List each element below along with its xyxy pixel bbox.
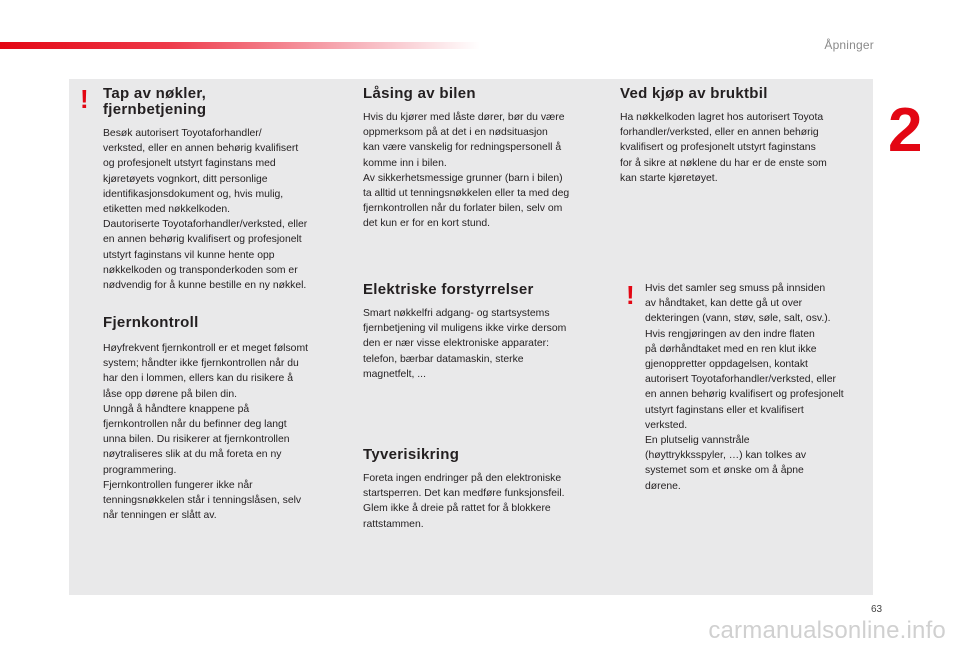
remote-text: Høyfrekvent fjernkontroll er et meget følsomt system; håndter ikke fjernkontrollen når du har den i lommen, ellers kan du risikere å låse opp dørene på bilen din. Unngå å håndtere knappene på fjernkontrollen når du befinner deg langt unna bilen. Du risikerer at fjernkontrollen nøytraliseres slik at du må foreta en ny programmering. Fjernkontrollen fungerer ikke når tenningsnøkkelen står i tenningslåsen, selv når tenningen er slått av.	[103, 343, 308, 522]
header-accent-bar	[0, 42, 480, 49]
dirt-warning-section	[645, 281, 870, 494]
dirt-warning-text: Hvis det samler seg smuss på innsiden av håndtaket, kan dette gå ut over dekteringen (vann, støv, søle, salt, osv.). Hvis rengjøringen av den indre flaten på dørhåndtaket med en ren klut ikke gjenoppretter oppdagelsen, kontakt autorisert Toyotaforhandler/verksted, eller en annen behørig kvalifisert og profesjonelt utstyrt faginstans eller et kvalifisert verksted. En plutselig vannstråle (høyttrykksspyler, …) kan tolkes av systemet som et ønske om å åpne dørene.	[645, 283, 844, 492]
lost-keys-text: Besøk autorisert Toyotaforhandler/ verksted, eller en annen behørig kvalifisert og profesjonelt utstyrt faginstans med kjøretøyets vognkort, ditt personlige identifikasjonsdokument og, hvis mulig, etiketten med nøkkelkoden. Dautoriserte Toyotaforhandler/verksted, eller en annen behørig kvalifisert og profesjonelt utstyrt faginstans vil kunne hente opp nøkkelkoden og transponderkoden som er nødvendig for å kunne bestille en ny nøkkel.	[103, 128, 308, 292]
remote-section	[103, 315, 343, 523]
anti-theft-text: Foreta ingen endringer på den elektroniske startsperren. Det kan medføre funksjonsfeil. Glem ikke å dreie på rattet for å blokkere rattstammen.	[363, 473, 565, 530]
locking-heading: Låsing av bilen	[363, 85, 476, 102]
warning-icon: !	[626, 280, 635, 310]
interference-text: Smart nøkkelfri adgang- og startsystems fjernbetjening vil muligens ikke virke dersom den er nær visse elektroniske apparater: telefon, bærbar datamaskin, sterke magnetfelt, ...	[363, 308, 567, 380]
locking-section	[363, 86, 603, 232]
chapter-number: 2	[888, 96, 923, 165]
lost-keys-section	[103, 86, 343, 293]
page-number: 63	[871, 604, 883, 615]
used-car-heading: Ved kjøp av bruktbil	[620, 85, 768, 102]
warning-icon: !	[80, 84, 89, 114]
remote-heading: Fjernkontroll	[103, 314, 199, 331]
used-car-text: Ha nøkkelkoden lagret hos autorisert Toyota forhandler/verksted, eller en annen behørig kvalifisert og profesjonelt utstyrt faginstans for å sikre at nøklene du har er de enste som kan starte kjøretøyet.	[620, 112, 827, 184]
anti-theft-section	[363, 447, 603, 532]
anti-theft-heading: Tyverisikring	[363, 446, 460, 463]
locking-text: Hvis du kjører med låste dører, bør du være oppmerksom på at det i en nødsituasjon kan være vanskelig for redningspersonell å komme inn i bilen. Av sikkerhetsmessige grunner (barn i bilen) ta alltid ut tenningsnøkkelen eller ta med deg fjernkontrollen når du forlater bilen, selv om det kun er for en kort stund.	[363, 112, 570, 230]
used-car-section	[620, 86, 860, 186]
interference-heading: Elektriske forstyrrelser	[363, 281, 534, 298]
interference-section	[363, 282, 603, 382]
lost-keys-heading: Tap av nøkler, fjernbetjening	[103, 85, 207, 118]
watermark: carmanualsonline.info	[708, 617, 946, 644]
section-title: Åpninger	[824, 38, 874, 52]
